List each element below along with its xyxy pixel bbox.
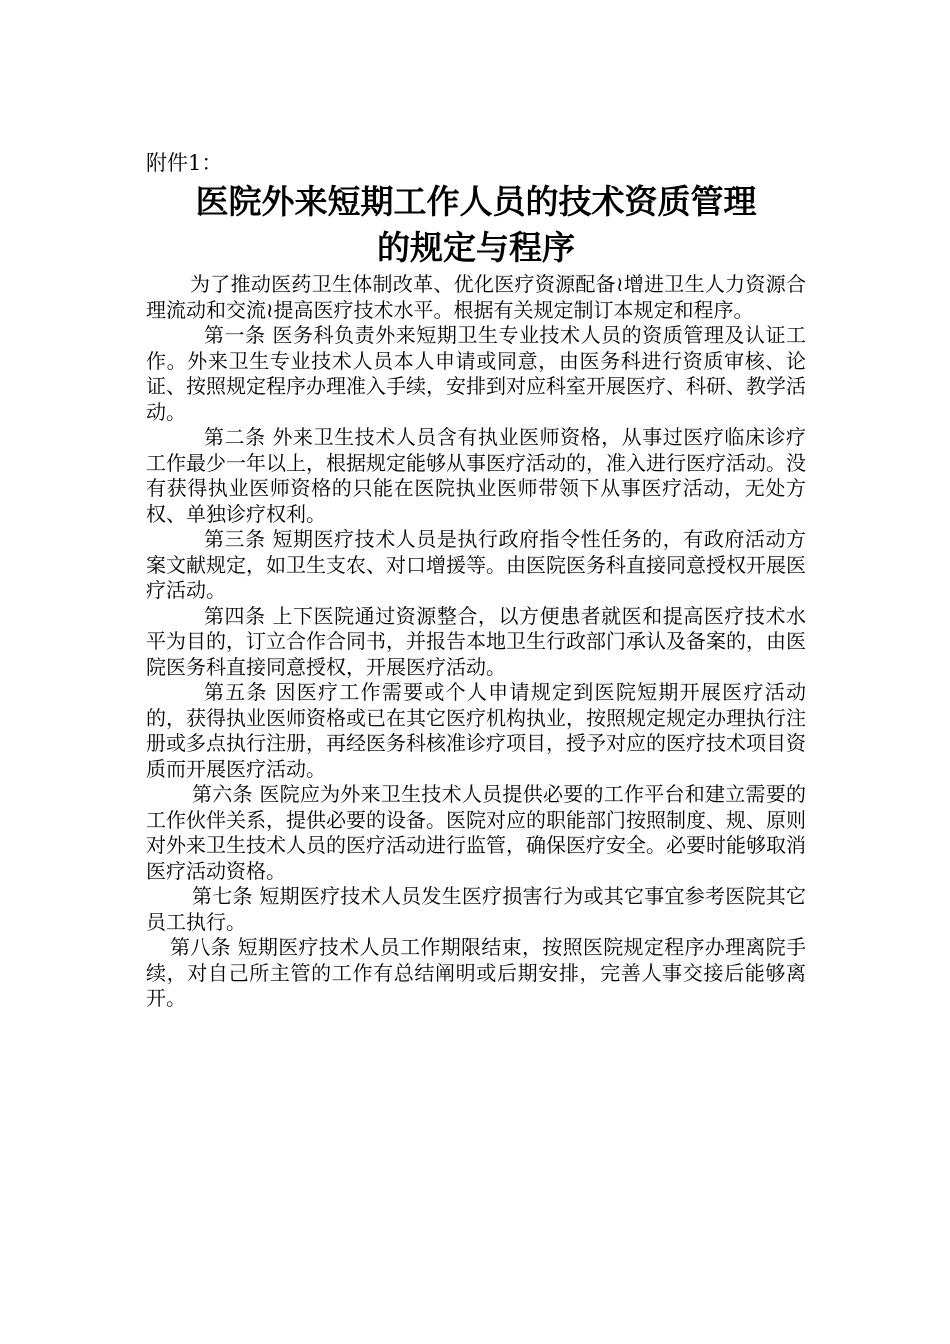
- paragraph-article-8: 第八条 短期医疗技术人员工作期限结束，按照医院规定程序办理离院手续，对自己所主管的工作有总结阐明或后期安排，完善人事交接后能够离开。: [146, 935, 806, 1010]
- attachment-label: 附件1：: [146, 151, 223, 175]
- document-title-line-2: 的规定与程序: [377, 228, 575, 267]
- paragraph-article-3: 第三条 短期医疗技术人员是执行政府指令性任务的，有政府活动方案文献规定，如卫生支农、对口增援等。由医院医务科直接同意授权开展医疗活动。: [146, 527, 806, 602]
- paragraph-preamble: 为了推动医药卫生体制改革、优化医疗资源配备≀增进卫生人力资源合理流动和交流≀提高医疗技术水平。根据有关规定制订本规定和程序。: [146, 272, 806, 322]
- paragraph-article-4: 第四条 上下医院通过资源整合，以方便患者就医和提高医疗技术水平为目的，订立合作合同书，并报告本地卫生行政部门承认及备案的，由医院医务科直接同意授权，开展医疗活动。: [146, 603, 806, 679]
- paragraph-article-5: 第五条 因医疗工作需要或个人申请规定到医院短期开展医疗活动的，获得执业医师资格或已在其它医疗机构执业，按照规定规定办理执行注册或多点执行注册，再经医务科核准诊疗项目，授予对应的医疗技术项目资质而开展医疗活动。: [146, 680, 806, 781]
- document-title-line-1: 医院外来短期工作人员的技术资质管理: [195, 182, 757, 221]
- paragraph-article-6: 第六条 医院应为外来卫生技术人员提供必要的工作平台和建立需要的工作伙伴关系，提供必要的设备。医院对应的职能部门按照制度、规、原则对外来卫生技术人员的医疗活动进行监管，确保医疗安全。必要时能够取消医疗活动资格。: [146, 782, 806, 883]
- document-body: [146, 272, 806, 1012]
- paragraph-article-1: 第一条 医务科负责外来短期卫生专业技术人员的资质管理及认证工作。外来卫生专业技术人员本人申请或同意，由医务科进行资质审核、论证、按照规定程序办理准入手续，安排到对应科室开展医疗、科研、教学活动。: [146, 323, 806, 424]
- paragraph-article-2: 第二条 外来卫生技术人员含有执业医师资格，从事过医疗临床诊疗工作最少一年以上，根据规定能够从事医疗活动的，准入进行医疗活动。没有获得执业医师资格的只能在医院执业医师带领下从事医疗活动，无处方权、单独诊疗权利。: [146, 425, 806, 526]
- paragraph-article-7: 第七条 短期医疗技术人员发生医疗损害行为或其它事宜参考医院其它员工执行。: [146, 884, 806, 934]
